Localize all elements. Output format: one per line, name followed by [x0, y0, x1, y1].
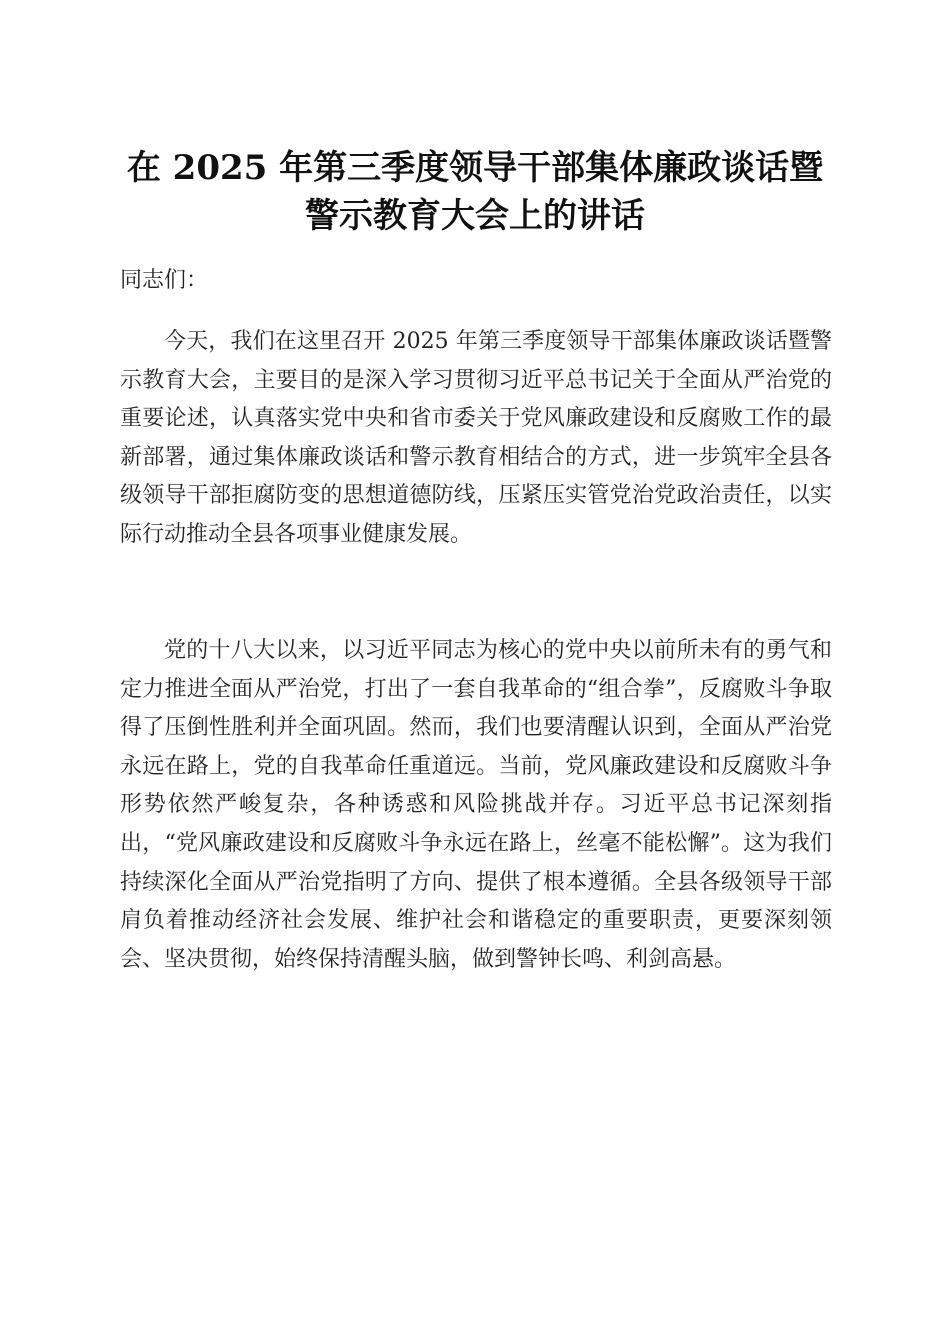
document-title-line-2: 警示教育大会上的讲话	[305, 196, 645, 236]
document-title-line-1: 在 2025 年第三季度领导干部集体廉政谈话暨	[126, 148, 824, 188]
greeting: 同志们：	[120, 268, 209, 293]
paragraph: 党的十八大以来，以习近平同志为核心的党中央以前所未有的勇气和定力推进全面从严治党，打出了一套自我革命的“组合拳”，反腐败斗争取得了压倒性胜利并全面巩固。然而，我们也要清醒认识到，全面从严治党永远在路上，党的自我革命任重道远。当前，党风廉政建设和反腐败斗争形势依然严峻复杂，各种诱惑和风险挑战并存。习近平总书记深刻指出，“党风廉政建设和反腐败斗争永远在路上，丝毫不能松懈”。这为我们持续深化全面从严治党指明了方向、提供了根本遵循。全县各级领导干部肩负着推动经济社会发展、维护社会和谐稳定的重要职责，更要深刻领会、坚决贯彻，始终保持清醒头脑，做到警钟长鸣、利剑高悬。	[120, 638, 832, 972]
paragraph: 今天，我们在这里召开 2025 年第三季度领导干部集体廉政谈话暨警示教育大会，主要目的是深入学习贯彻习近平总书记关于全面从严治党的重要论述，认真落实党中央和省市委关于党风廉政建设和反腐败工作的最新部署，通过集体廉政谈话和警示教育相结合的方式，进一步筑牢全县各级领导干部拒腐防变的思想道德防线，压紧压实管党治党政治责任，以实际行动推动全县各项事业健康发展。	[120, 329, 832, 547]
